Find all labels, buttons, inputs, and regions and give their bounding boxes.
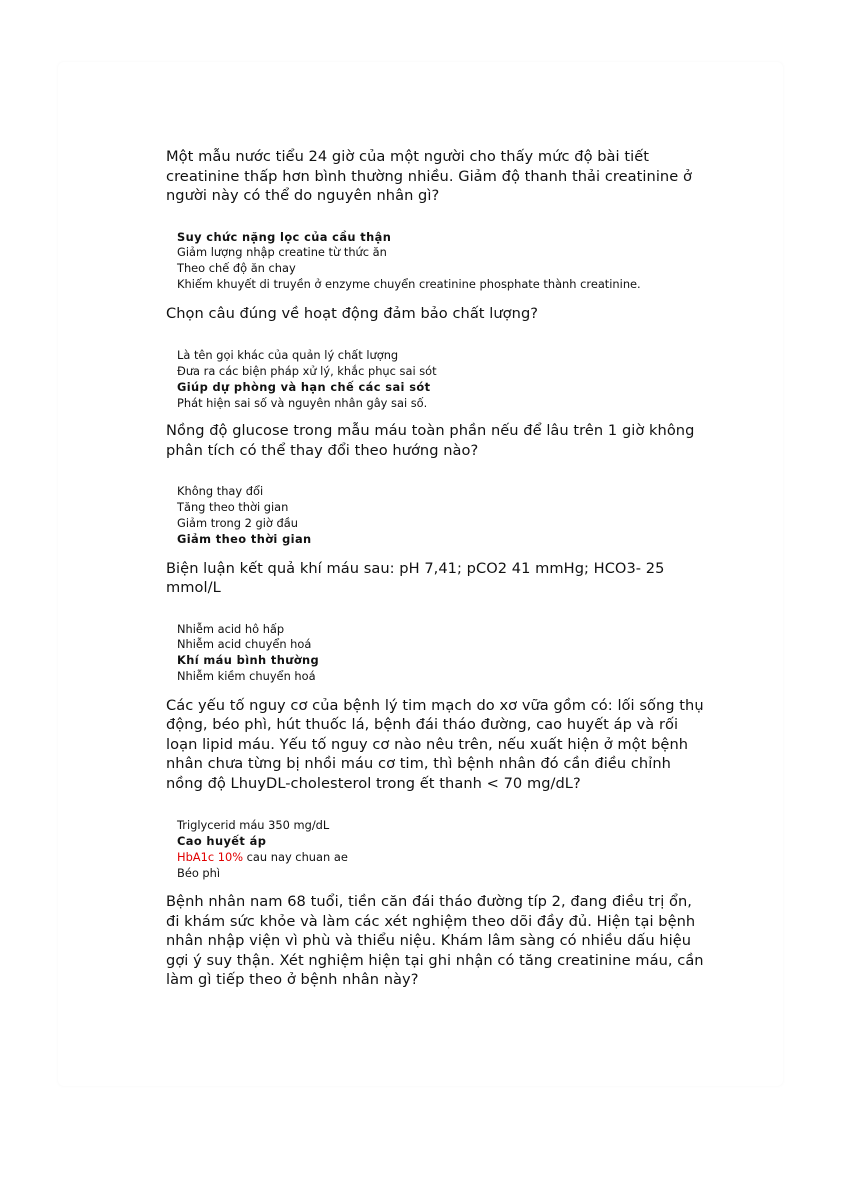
option-5d: Béo phì	[177, 865, 221, 880]
question-6-text: Bệnh nhân nam 68 tuổi, tiền căn đái tháo đường típ 2, đang điều trị ổn, đi khám sức khỏe và làm các xét nghiệm theo dõi đầy đủ. Hiện tại bệnh nhân nhập viện vì phù và thiểu niệu. Khám lâm sàng có nhiều dấu hiệu gợi ý suy thận. Xét nghiệm hiện tại ghi nhận có tăng creatinine máu, cần làm gì tiếp theo ở bệnh nhân này?	[166, 893, 704, 989]
option-1a-correct: Suy chức nặng lọc của cầu thận	[177, 229, 392, 244]
question-1-options	[166, 230, 706, 293]
option-5a: Triglycerid máu 350 mg/dL	[177, 818, 330, 833]
question-2-text: Chọn câu đúng về hoạt động đảm bảo chất lượng?	[166, 304, 539, 322]
option-2d: Phát hiện sai số và nguyên nhân gây sai số.	[177, 395, 428, 410]
question-5-text: Các yếu tố nguy cơ của bệnh lý tim mạch do xơ vữa gồm có: lối sống thụ động, béo phì, hút thuốc lá, bệnh đái tháo đường, cao huyết áp và rối loạn lipid máu. Yếu tố nguy cơ nào nêu trên, nếu xuất hiện ở một bệnh nhân chưa từng bị nhồi máu cơ tim, thì bệnh nhân đó cần điều chỉnh nồng độ LhuyDL-cholesterol trong ết thanh < 70 mg/dL?	[166, 696, 704, 792]
option-4b: Nhiễm acid chuyển hoá	[177, 637, 312, 652]
option-1b: Giảm lượng nhập creatine từ thức ăn	[177, 245, 387, 260]
question-3-text: Nồng độ glucose trong mẫu máu toàn phần nếu để lâu trên 1 giờ không phân tích có thể thay đổi theo hướng nào?	[166, 422, 695, 459]
question-3-options	[166, 484, 706, 547]
option-3b: Tăng theo thời gian	[177, 500, 289, 515]
option-1c: Theo chế độ ăn chay	[177, 261, 296, 276]
option-2b: Đưa ra các biện pháp xử lý, khắc phục sai sót	[177, 363, 437, 378]
option-3a: Không thay đổi	[177, 484, 264, 499]
option-5c-highlight-text: HbA1c 10%	[177, 849, 244, 864]
option-1d: Khiếm khuyết di truyền ở enzyme chuyển creatinine phosphate thành creatinine.	[177, 276, 641, 291]
option-3c: Giảm trong 2 giờ đầu	[177, 515, 298, 530]
option-4a: Nhiễm acid hô hấp	[177, 621, 285, 636]
option-4c-correct: Khí máu bình thường	[177, 653, 320, 668]
option-2c-correct: Giúp dự phòng và hạn chế các sai sót	[177, 379, 431, 394]
option-2a: Là tên gọi khác của quản lý chất lượng	[177, 348, 399, 363]
question-4-text: Biện luận kết quả khí máu sau: pH 7,41; pCO2 41 mmHg; HCO3- 25 mmol/L	[166, 559, 665, 597]
question-1-text: Một mẫu nước tiểu 24 giờ của một người cho thấy mức độ bài tiết creatinine thấp hơn bình thường nhiều. Giảm độ thanh thải creatinine ở người này có thể do nguyên nhân gì?	[166, 148, 692, 204]
quiz-content	[166, 147, 706, 990]
question-4-options	[166, 622, 706, 685]
question-2-options	[166, 348, 706, 411]
option-4d: Nhiễm kiềm chuyển hoá	[177, 668, 316, 683]
option-5b-correct: Cao huyết áp	[177, 834, 267, 849]
option-5c-note: cau nay chuan ae	[243, 849, 348, 864]
option-5c	[177, 850, 706, 866]
question-5-options	[166, 818, 706, 881]
option-3d-correct: Giảm theo thời gian	[177, 531, 312, 546]
